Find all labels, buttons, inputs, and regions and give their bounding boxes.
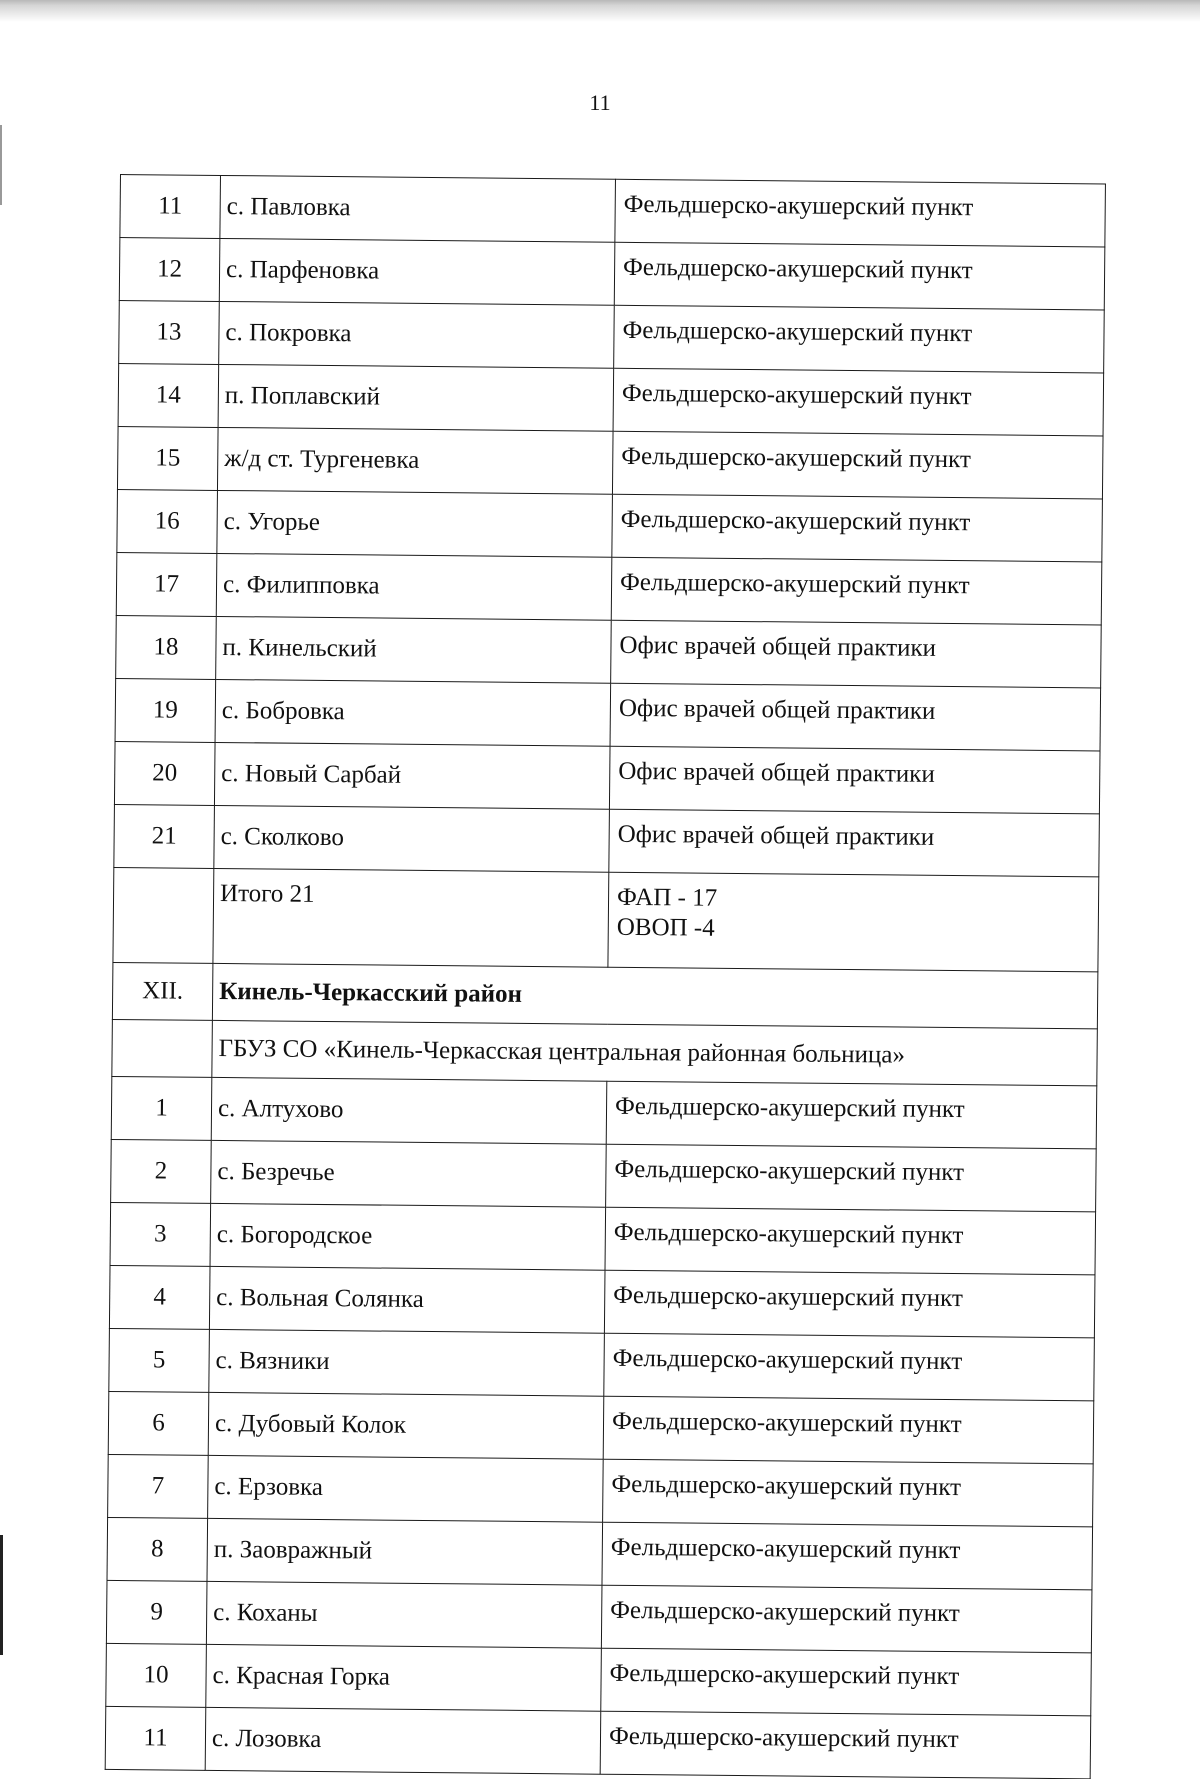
ovop-count: ОВОП -4: [616, 913, 715, 942]
settlement-name: с. Угорье: [217, 490, 613, 557]
row-number: 11: [105, 1706, 206, 1770]
table-row: [111, 1139, 1097, 1211]
facilities-table: [105, 174, 1106, 1779]
settlement-name: с. Безречье: [211, 1140, 607, 1207]
facility-type: Фельдшерско-акушерский пункт: [602, 1522, 1093, 1590]
section-header-row: [112, 962, 1098, 1028]
table-row: [116, 615, 1102, 687]
settlement-name: с. Сколково: [214, 805, 610, 872]
table-row: [117, 489, 1103, 561]
row-number: 9: [106, 1580, 207, 1644]
row-number: 6: [108, 1391, 209, 1455]
table-row: [120, 175, 1106, 247]
settlement-name: с. Богородское: [210, 1203, 606, 1270]
settlement-name: с. Покровка: [219, 301, 615, 368]
total-label: Итого 21: [213, 868, 609, 967]
facility-type: Фельдшерско-акушерский пункт: [605, 1207, 1096, 1275]
row-number: 1: [111, 1076, 212, 1140]
institution-name: ГБУЗ СО «Кинель-Черкасская центральная районная больница»: [212, 1020, 1098, 1085]
settlement-name: п. Кинельский: [216, 616, 612, 683]
section-number: XII.: [112, 962, 213, 1020]
row-number: 13: [119, 300, 220, 364]
section-title: Кинель-Черкасский район: [212, 963, 1098, 1028]
scan-mark: [0, 125, 2, 205]
facility-type: Офис врачей общей практики: [611, 620, 1102, 688]
institution-row: [112, 1019, 1098, 1085]
row-number: 18: [116, 615, 217, 679]
row-number: 8: [107, 1517, 208, 1581]
facility-type: Фельдшерско-акушерский пункт: [612, 431, 1103, 499]
table-body: [105, 175, 1105, 1779]
row-number: 12: [119, 238, 220, 302]
row-number: 16: [117, 489, 218, 553]
row-number: 5: [109, 1328, 210, 1392]
table-row: [118, 363, 1104, 435]
table-row: [106, 1580, 1092, 1652]
settlement-name: с. Лозовка: [205, 1707, 601, 1774]
table-row: [116, 552, 1102, 624]
row-number: 11: [120, 175, 221, 239]
row-number: 14: [118, 363, 219, 427]
facility-type: Фельдшерско-акушерский пункт: [606, 1144, 1097, 1212]
settlement-name: с. Парфеновка: [219, 238, 615, 305]
row-number: 7: [108, 1454, 209, 1518]
table-row: [114, 804, 1100, 876]
row-number: 10: [106, 1643, 207, 1707]
table-row: [110, 1202, 1096, 1274]
facility-type: Фельдшерско-акушерский пункт: [603, 1396, 1094, 1464]
table-row: [109, 1265, 1095, 1337]
row-number: 20: [114, 741, 215, 805]
settlement-name: с. Бобровка: [215, 679, 611, 746]
settlement-name: с. Филипповка: [216, 553, 612, 620]
scan-edge-top: [0, 0, 1200, 22]
facility-type: Фельдшерско-акушерский пункт: [614, 305, 1105, 373]
table-row: [109, 1328, 1095, 1400]
settlement-name: с. Коханы: [206, 1581, 602, 1648]
row-number: 3: [110, 1202, 211, 1266]
fap-count: ФАП - 17: [616, 883, 718, 912]
facility-type: Фельдшерско-акушерский пункт: [604, 1333, 1095, 1401]
facility-type: Фельдшерско-акушерский пункт: [614, 242, 1105, 310]
table-row: [111, 1076, 1097, 1148]
facility-type: Фельдшерско-акушерский пункт: [613, 368, 1104, 436]
empty-cell: [112, 1019, 213, 1077]
table-row: [105, 1706, 1091, 1778]
row-number: 2: [111, 1139, 212, 1203]
row-number: 21: [114, 804, 215, 868]
facility-type: Офис врачей общей практики: [609, 746, 1100, 814]
settlement-name: п. Поплавский: [218, 364, 614, 431]
table-row: [115, 678, 1101, 750]
settlement-name: с. Вязники: [209, 1329, 605, 1396]
facility-type: Офис врачей общей практики: [610, 683, 1101, 751]
facility-type: Фельдшерско-акушерский пункт: [601, 1585, 1092, 1653]
total-summary: [608, 872, 1099, 972]
row-number: 4: [109, 1265, 210, 1329]
facility-type: Фельдшерско-акушерский пункт: [600, 1711, 1091, 1779]
table-row: [108, 1454, 1094, 1526]
settlement-name: с. Дубовый Колок: [208, 1392, 604, 1459]
total-row: [113, 867, 1099, 971]
row-number: 17: [116, 552, 217, 616]
settlement-name: с. Новый Сарбай: [214, 742, 610, 809]
settlement-name: п. Заовражный: [207, 1518, 603, 1585]
row-number: 15: [117, 426, 218, 490]
empty-cell: [113, 867, 214, 963]
facility-type: Фельдшерско-акушерский пункт: [606, 1081, 1097, 1149]
table-row: [117, 426, 1103, 498]
facility-type: Фельдшерско-акушерский пункт: [611, 557, 1102, 625]
settlement-name: с. Ерзовка: [208, 1455, 604, 1522]
settlement-name: с. Алтухово: [211, 1077, 607, 1144]
facility-type: Фельдшерско-акушерский пункт: [601, 1648, 1092, 1716]
table-row: [106, 1643, 1092, 1715]
facility-type: Фельдшерско-акушерский пункт: [603, 1459, 1094, 1527]
facility-type: Фельдшерско-акушерский пункт: [615, 179, 1106, 247]
scan-mark: [0, 1535, 3, 1655]
table-row: [119, 300, 1105, 372]
facility-type: Офис врачей общей практики: [609, 809, 1100, 877]
settlement-name: с. Красная Горка: [206, 1644, 602, 1711]
settlement-name: с. Вольная Солянка: [209, 1266, 605, 1333]
settlement-name: с. Павловка: [220, 175, 616, 242]
row-number: 19: [115, 678, 216, 742]
facility-type: Фельдшерско-акушерский пункт: [604, 1270, 1095, 1338]
table-row: [108, 1391, 1094, 1463]
table-row: [119, 238, 1105, 310]
table-row: [114, 741, 1100, 813]
settlement-name: ж/д ст. Тургеневка: [217, 427, 613, 494]
table-row: [107, 1517, 1093, 1589]
facility-type: Фельдшерско-акушерский пункт: [612, 494, 1103, 562]
page-number: 11: [589, 90, 611, 115]
